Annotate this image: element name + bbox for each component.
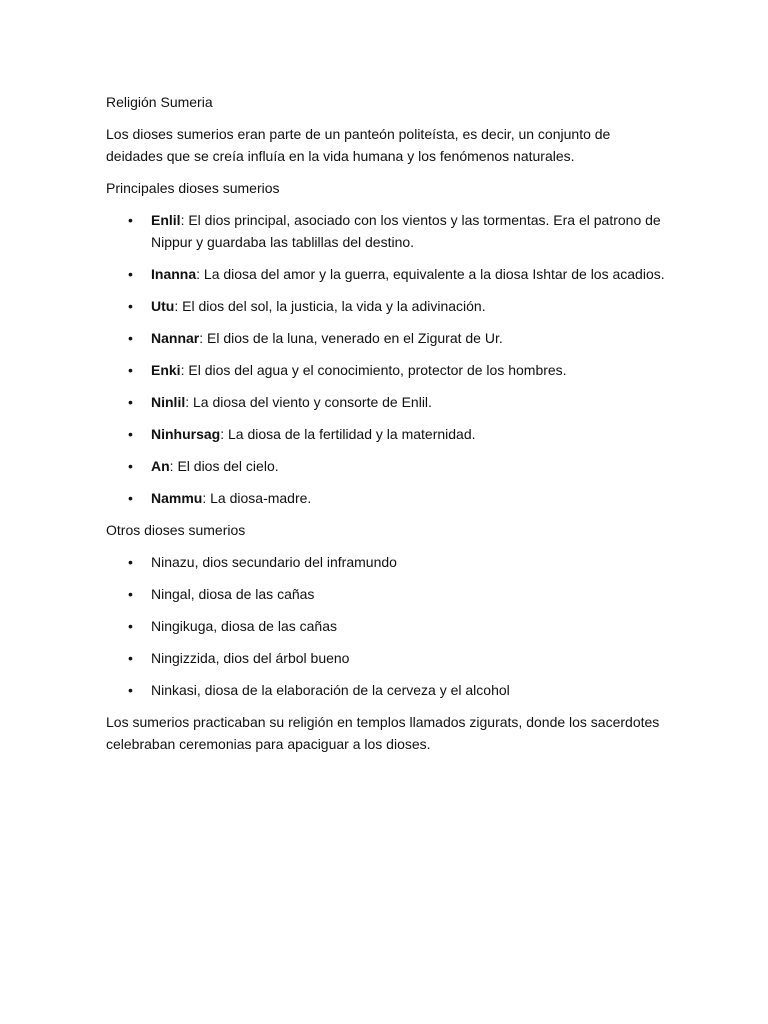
bullet: • [128, 618, 133, 634]
list-item [106, 327, 668, 349]
other-god-text: Ningal, diosa de las cañas [151, 586, 315, 602]
list-item [106, 647, 668, 669]
list-item [106, 615, 668, 637]
other-gods-heading: Otros dioses sumerios [106, 522, 246, 538]
god-name: Nammu [151, 490, 203, 506]
list-item [106, 263, 668, 285]
god-name: Nannar [151, 330, 200, 346]
bullet: • [128, 266, 133, 282]
main-gods-heading: Principales dioses sumerios [106, 180, 280, 196]
intro-paragraph: Los dioses sumerios eran parte de un panteón politeísta, es decir, un conjunto de deidades que se creía influía en la vida humana y los fenómenos naturales. [106, 126, 611, 164]
god-description: : El dios de la luna, venerado en el Zigurat de Ur. [199, 330, 503, 346]
god-description: : El dios del cielo. [169, 458, 279, 474]
bullet: • [128, 298, 133, 314]
god-description: : El dios principal, asociado con los vientos y las tormentas. Era el patrono de Nippur y guardaba las tablillas del destino. [151, 212, 661, 250]
bullet: • [128, 682, 133, 698]
god-name: Enlil [151, 212, 181, 228]
bullet: • [128, 586, 133, 602]
bullet: • [128, 490, 133, 506]
list-item [106, 583, 668, 605]
list-item [106, 423, 668, 445]
other-gods-list [106, 551, 668, 701]
list-item [106, 551, 668, 573]
closing-paragraph: Los sumerios practicaban su religión en templos llamados zigurats, donde los sacerdotes celebraban ceremonias para apaciguar a los dioses. [106, 714, 660, 752]
god-name: Ninlil [151, 394, 186, 410]
god-description: : El dios del agua y el conocimiento, protector de los hombres. [180, 362, 567, 378]
bullet: • [128, 362, 133, 378]
god-description: : La diosa del viento y consorte de Enlil. [185, 394, 432, 410]
list-item [106, 295, 668, 317]
bullet: • [128, 554, 133, 570]
list-item [106, 359, 668, 381]
bullet: • [128, 330, 133, 346]
god-description: : El dios del sol, la justicia, la vida y la adivinación. [174, 298, 486, 314]
other-god-text: Ningizzida, dios del árbol bueno [151, 650, 350, 666]
other-god-text: Ningikuga, diosa de las cañas [151, 618, 338, 634]
god-description: : La diosa del amor y la guerra, equivalente a la diosa Ishtar de los acadios. [196, 266, 665, 282]
god-name: Inanna [151, 266, 197, 282]
bullet: • [128, 212, 133, 228]
god-name: An [151, 458, 170, 474]
god-name: Ninhursag [151, 426, 221, 442]
list-item [106, 487, 668, 509]
god-description: : La diosa-madre. [202, 490, 312, 506]
god-name: Enki [151, 362, 181, 378]
god-description: : La diosa de la fertilidad y la maternidad. [220, 426, 476, 442]
document-title: Religión Sumeria [106, 94, 213, 110]
list-item [106, 391, 668, 413]
bullet: • [128, 394, 133, 410]
other-god-text: Ninkasi, diosa de la elaboración de la cerveza y el alcohol [151, 682, 510, 698]
bullet: • [128, 458, 133, 474]
main-gods-list [106, 209, 668, 509]
list-item [106, 455, 668, 477]
god-name: Utu [151, 298, 175, 314]
other-god-text: Ninazu, dios secundario del inframundo [151, 554, 397, 570]
list-item [106, 209, 668, 253]
list-item [106, 679, 668, 701]
bullet: • [128, 426, 133, 442]
bullet: • [128, 650, 133, 666]
